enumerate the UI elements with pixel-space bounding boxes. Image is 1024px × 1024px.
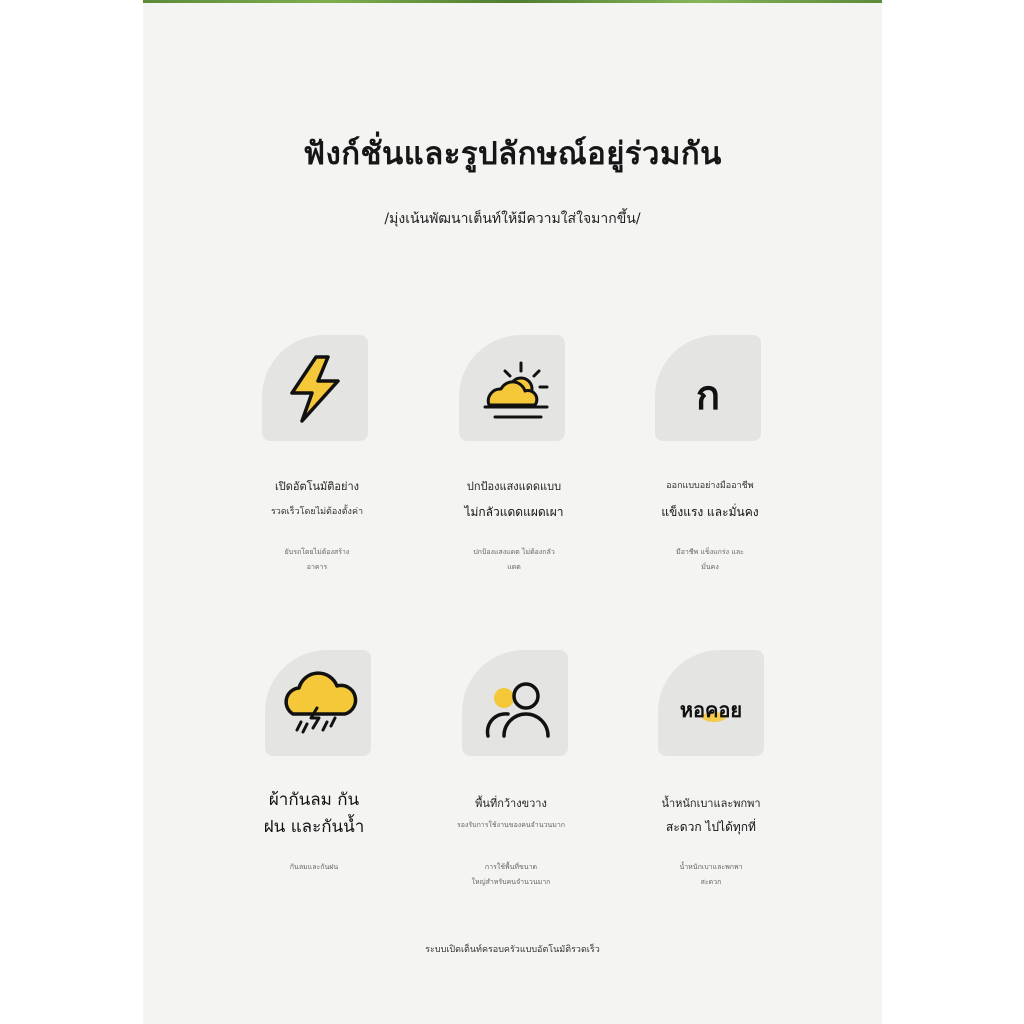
feature-desc-line: น้ำหนักเบาและพกพา	[679, 863, 743, 871]
sun-cloud-icon	[459, 335, 565, 441]
feature-card-sun-protection	[459, 335, 565, 441]
feature-title: ออกแบบอย่างมืออาชีพ	[666, 481, 754, 491]
page-subtitle: /มุ่งเน้นพัฒนาเต็นท์ให้มีความใส่ใจมากขึ้น/	[384, 211, 641, 227]
feature-desc	[227, 545, 407, 575]
feature-desc-line: การใช้พื้นที่ขนาด	[484, 863, 538, 871]
lightning-icon	[262, 335, 368, 441]
feature-desc-line: ใหญ่สำหรับคนจำนวนมาก	[471, 878, 551, 886]
thai-text-icon: หอคอย	[679, 698, 743, 722]
feature-title: เปิดอัตโนมัติอย่าง	[274, 480, 360, 493]
feature-subtitle: สะดวก ไปได้ทุกที่	[666, 820, 756, 834]
feature-card-auto-open	[262, 335, 368, 441]
thai-letter-icon: ก	[695, 373, 721, 419]
feature-desc-line: อาคาร	[306, 563, 328, 571]
feature-title-line: ผ้ากันลม กัน	[268, 790, 360, 810]
feature-desc	[620, 545, 800, 575]
storm-cloud-icon	[265, 650, 371, 756]
feature-desc	[424, 545, 604, 575]
feature-desc-line: แดด	[507, 563, 521, 571]
people-icon	[462, 650, 568, 756]
feature-title: พื้นที่กว้างขวาง	[475, 797, 547, 810]
feature-card-weatherproof	[265, 650, 371, 756]
feature-subtitle: แข็งแรง และมั่นคง	[661, 505, 759, 519]
feature-title-line: ฝน และกันน้ำ	[263, 817, 365, 837]
feature-desc-line: ปกป้องแสงแดด ไม่ต้องกลัว	[473, 548, 555, 556]
feature-desc-line: มั่นคง	[701, 563, 719, 571]
feature-desc-line: สะดวก	[700, 878, 722, 886]
feature-title	[224, 787, 404, 841]
feature-desc-line: มีอาชีพ แข็งแกร่ง และ	[676, 548, 744, 556]
feature-subtitle: ไม่กลัวแดดแผดเผา	[464, 505, 564, 519]
feature-card-lightweight	[658, 650, 764, 756]
feature-desc	[621, 860, 801, 890]
feature-desc: กันลมและกันฝน	[289, 863, 339, 871]
grass-strip	[143, 0, 882, 3]
page-title: ฟังก์ชั่นและรูปลักษณ์อยู่ร่วมกัน	[303, 136, 722, 172]
feature-card-spacious	[462, 650, 568, 756]
feature-desc-line: ยับรถโดยไม่ต้องสร้าง	[284, 548, 350, 556]
feature-title: น้ำหนักเบาและพกพา	[661, 797, 761, 810]
feature-desc	[421, 860, 601, 890]
feature-subtitle: รวดเร็วโดยไม่ต้องตั้งค่า	[270, 507, 364, 517]
feature-title: ปกป้องแสงแดดแบบ	[466, 480, 562, 493]
feature-subtitle: รองรับการใช้งานของคนจำนวนมาก	[456, 821, 565, 829]
page-footer: ระบบเปิดเต็นท์ครอบครัวแบบอัตโนมัติรวดเร็ว	[425, 945, 600, 955]
